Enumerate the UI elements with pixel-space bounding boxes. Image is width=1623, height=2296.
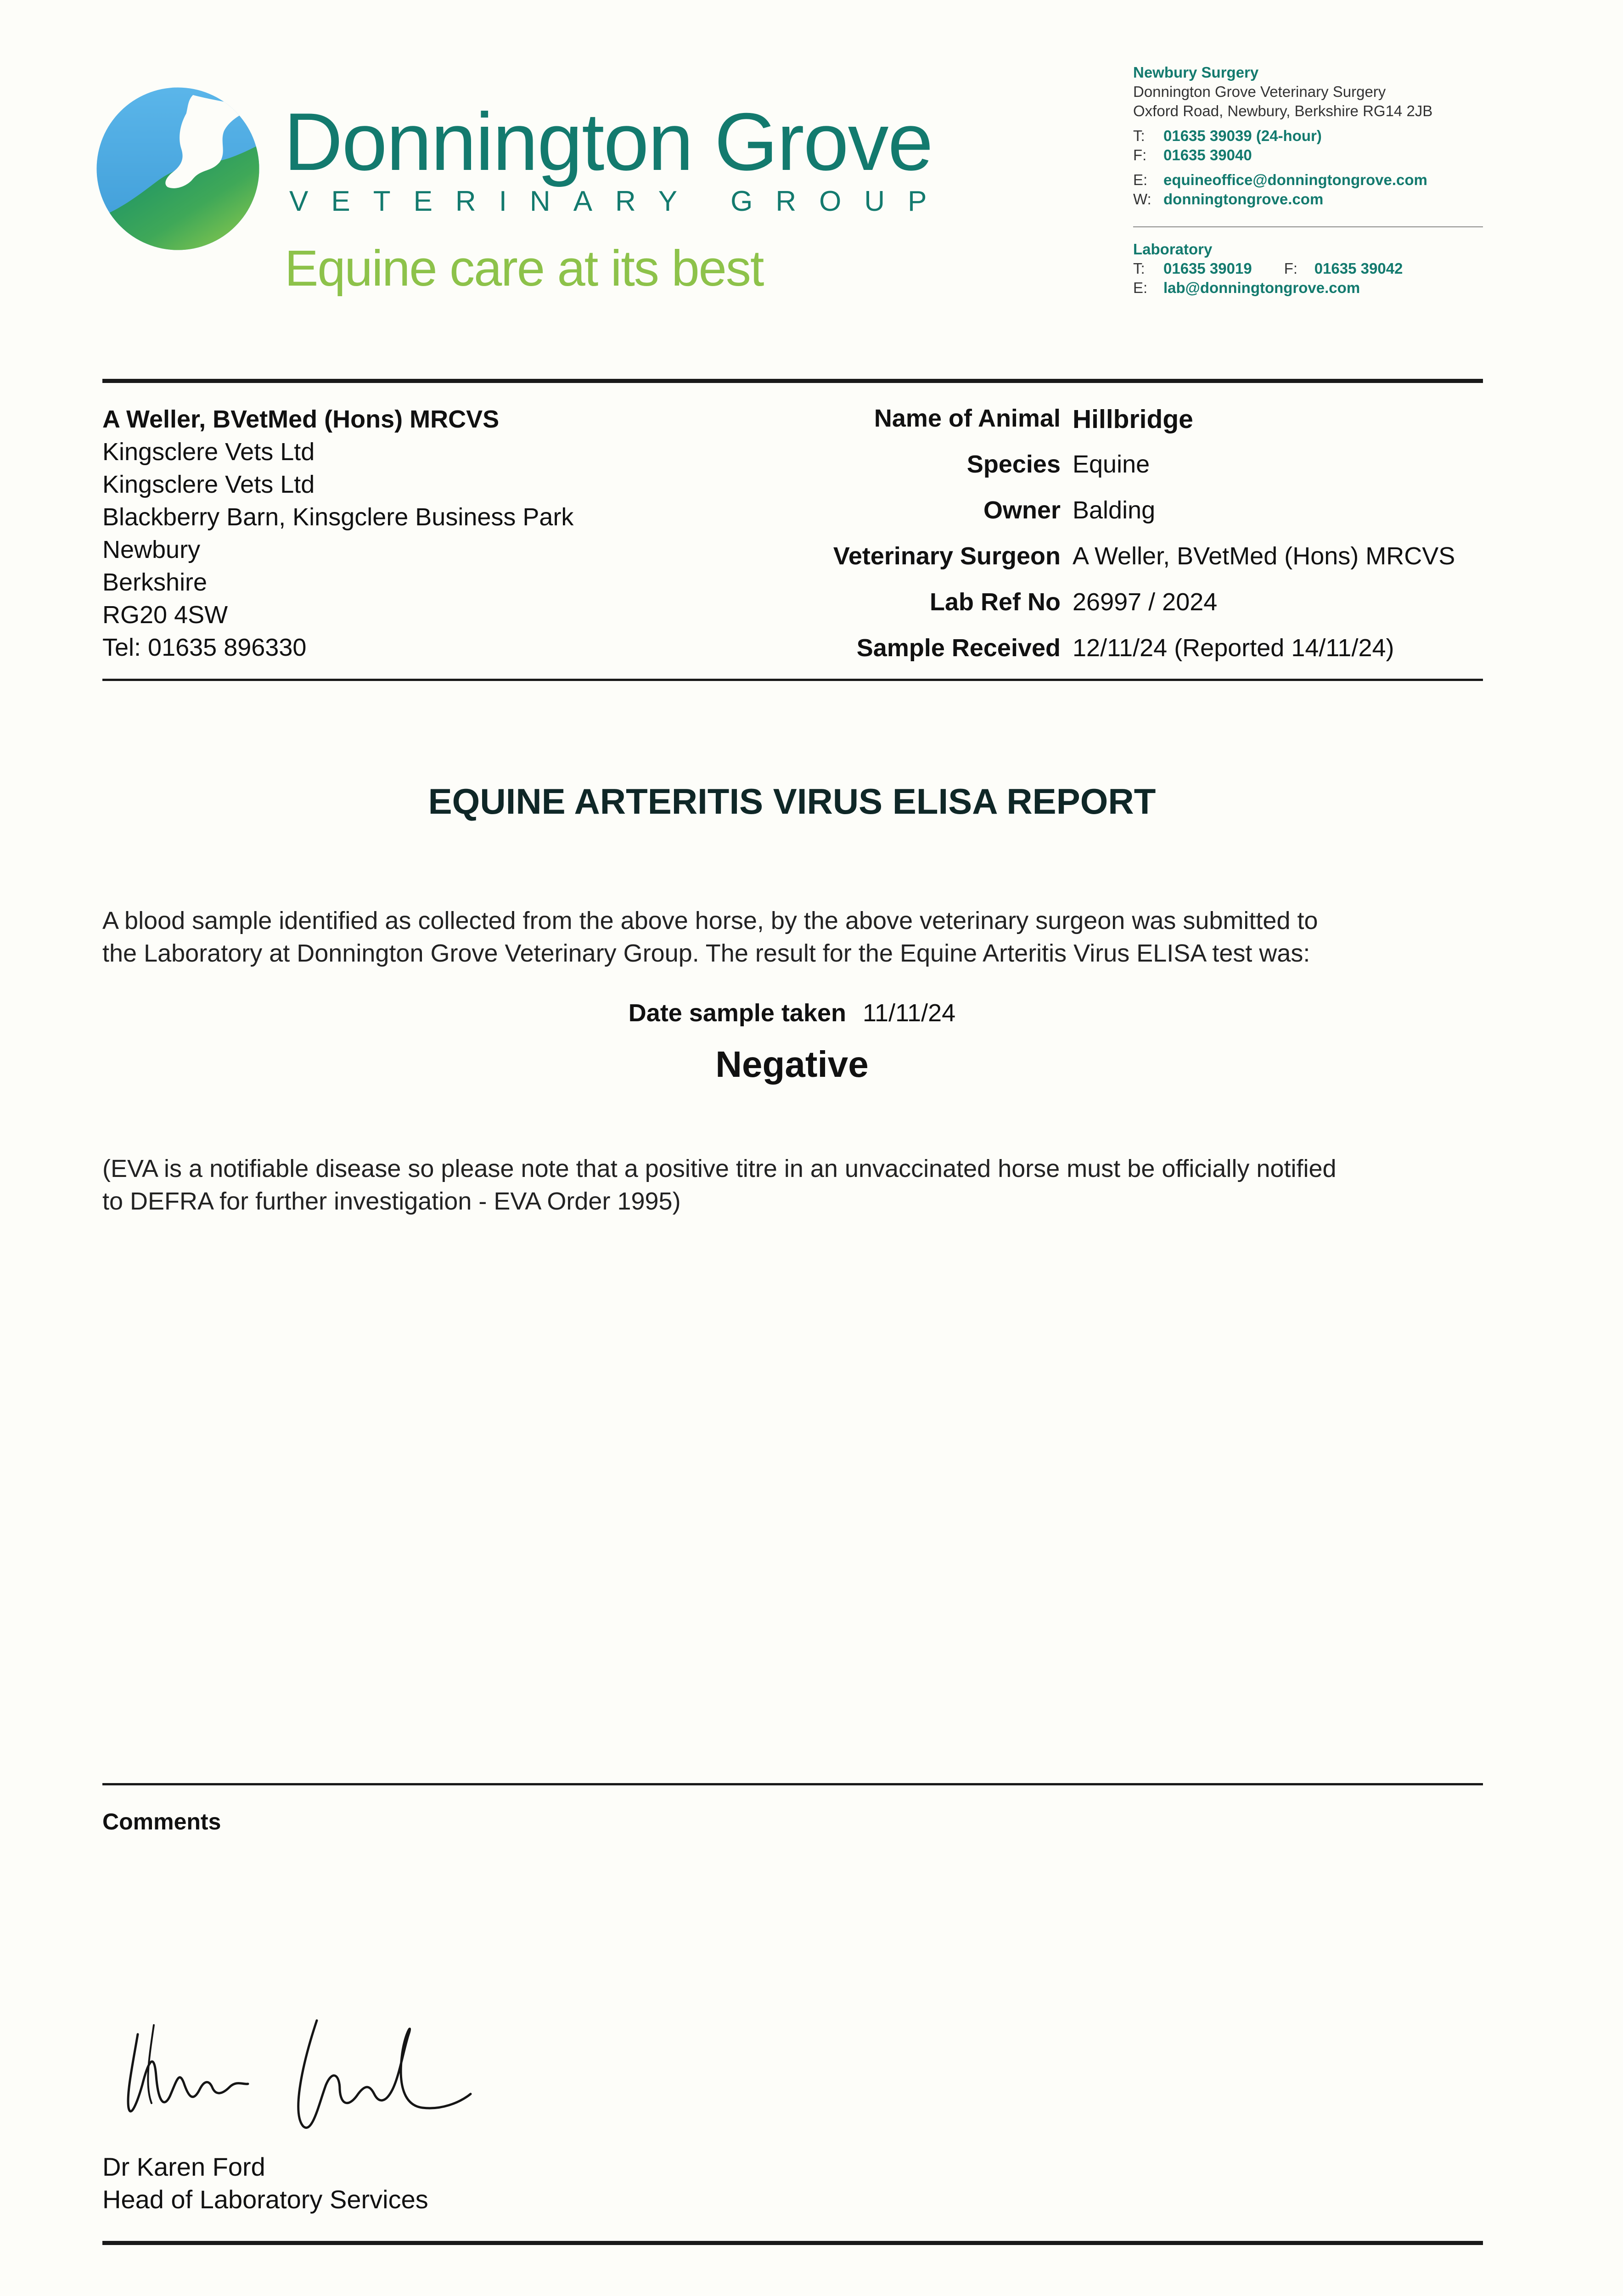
header-rule <box>102 379 1483 383</box>
phone-label: T: <box>1133 260 1145 277</box>
fax-label: F: <box>1284 260 1298 277</box>
detail-row <box>533 404 1455 450</box>
detail-label: Veterinary Surgeon <box>833 542 1061 570</box>
animal-details-table <box>533 404 1455 680</box>
lab-email-link[interactable]: lab@donningtongrove.com <box>1163 279 1360 296</box>
address-line: Berkshire <box>102 568 208 596</box>
recipient-telephone: Tel: 01635 896330 <box>102 634 307 661</box>
detail-value: Balding <box>1073 496 1156 524</box>
detail-row <box>533 450 1455 496</box>
newbury-address-line2: Oxford Road, Newbury, Berkshire RG14 2JB <box>1133 102 1433 119</box>
footer-rule <box>102 2241 1483 2245</box>
detail-row <box>533 496 1455 542</box>
eva-notice-paragraph: (EVA is a notifiable disease so please note that a positive titre in an unvaccinated horse must be officially notified to DEFRA for further investigation - EVA Order 1995) <box>102 1155 1337 1215</box>
date-sample-taken <box>0 999 1584 1027</box>
web-label: W: <box>1133 191 1151 208</box>
recipient-address <box>102 403 573 664</box>
detail-value: 26997 / 2024 <box>1073 588 1218 616</box>
detail-row <box>533 542 1455 588</box>
signatory-title: Head of Laboratory Services <box>102 2185 428 2214</box>
lab-fax: 01635 39042 <box>1314 260 1403 277</box>
email-label: E: <box>1133 171 1148 188</box>
recipient-name: A Weller, BVetMed (Hons) MRCVS <box>102 405 500 433</box>
report-intro-paragraph: A blood sample identified as collected from the above horse, by the above veterinary surgeon was submitted to the Laboratory at Donnington Grove Veterinary Group. The result for the Equine Arteritis Virus ELISA test was: <box>102 907 1318 967</box>
detail-label: Owner <box>983 496 1061 524</box>
email-label: E: <box>1133 279 1148 296</box>
fax-label: F: <box>1133 146 1147 163</box>
report-title: EQUINE ARTERITIS VIRUS ELISA REPORT <box>428 781 1156 822</box>
newbury-email-link[interactable]: equineoffice@donningtongrove.com <box>1163 171 1427 188</box>
newbury-surgery-contact <box>1133 63 1432 209</box>
signatory-name: Dr Karen Ford <box>102 2152 265 2181</box>
detail-value: 12/11/24 (Reported 14/11/24) <box>1073 634 1394 662</box>
comments-rule <box>102 1783 1483 1785</box>
address-line: Blackberry Barn, Kinsgclere Business Park <box>102 503 574 531</box>
detail-label: Name of Animal <box>874 405 1061 432</box>
website-link[interactable]: donningtongrove.com <box>1163 191 1324 208</box>
newbury-phone[interactable]: 01635 39039 (24-hour) <box>1163 127 1322 144</box>
laboratory-contact <box>1133 240 1403 298</box>
address-line: Kingsclere Vets Ltd <box>102 438 315 466</box>
detail-label: Sample Received <box>856 634 1061 662</box>
detail-label: Species <box>966 450 1061 478</box>
contact-divider <box>1133 226 1483 227</box>
detail-value: Hillbridge <box>1073 405 1193 434</box>
detail-value: Equine <box>1073 450 1150 478</box>
detail-label: Lab Ref No <box>929 588 1061 616</box>
newbury-heading: Newbury Surgery <box>1133 64 1259 81</box>
brand-name: Donnington Grove <box>284 96 932 187</box>
laboratory-heading: Laboratory <box>1133 241 1213 258</box>
horse-head-logo-icon <box>94 85 262 253</box>
address-postcode: RG20 4SW <box>102 601 228 629</box>
phone-label: T: <box>1133 127 1145 144</box>
detail-row <box>533 588 1455 634</box>
brand-tagline: Equine care at its best <box>285 240 764 297</box>
newbury-address-line1: Donnington Grove Veterinary Surgery <box>1133 83 1386 100</box>
details-rule <box>102 679 1483 681</box>
signatory-block <box>102 2150 428 2216</box>
detail-value: A Weller, BVetMed (Hons) MRCVS <box>1073 542 1455 570</box>
lab-phone[interactable]: 01635 39019 <box>1163 260 1252 277</box>
newbury-fax: 01635 39040 <box>1163 146 1252 163</box>
address-line: Newbury <box>102 536 201 563</box>
address-line: Kingsclere Vets Ltd <box>102 471 315 498</box>
test-result: Negative <box>715 1044 869 1085</box>
detail-row <box>533 634 1455 680</box>
comments-heading: Comments <box>102 1809 221 1835</box>
date-sample-value: 11/11/24 <box>863 999 956 1027</box>
handwritten-signature <box>110 2007 473 2140</box>
date-sample-label: Date sample taken <box>628 999 847 1027</box>
brand-subtitle: VETERINARY GROUP <box>289 186 950 217</box>
